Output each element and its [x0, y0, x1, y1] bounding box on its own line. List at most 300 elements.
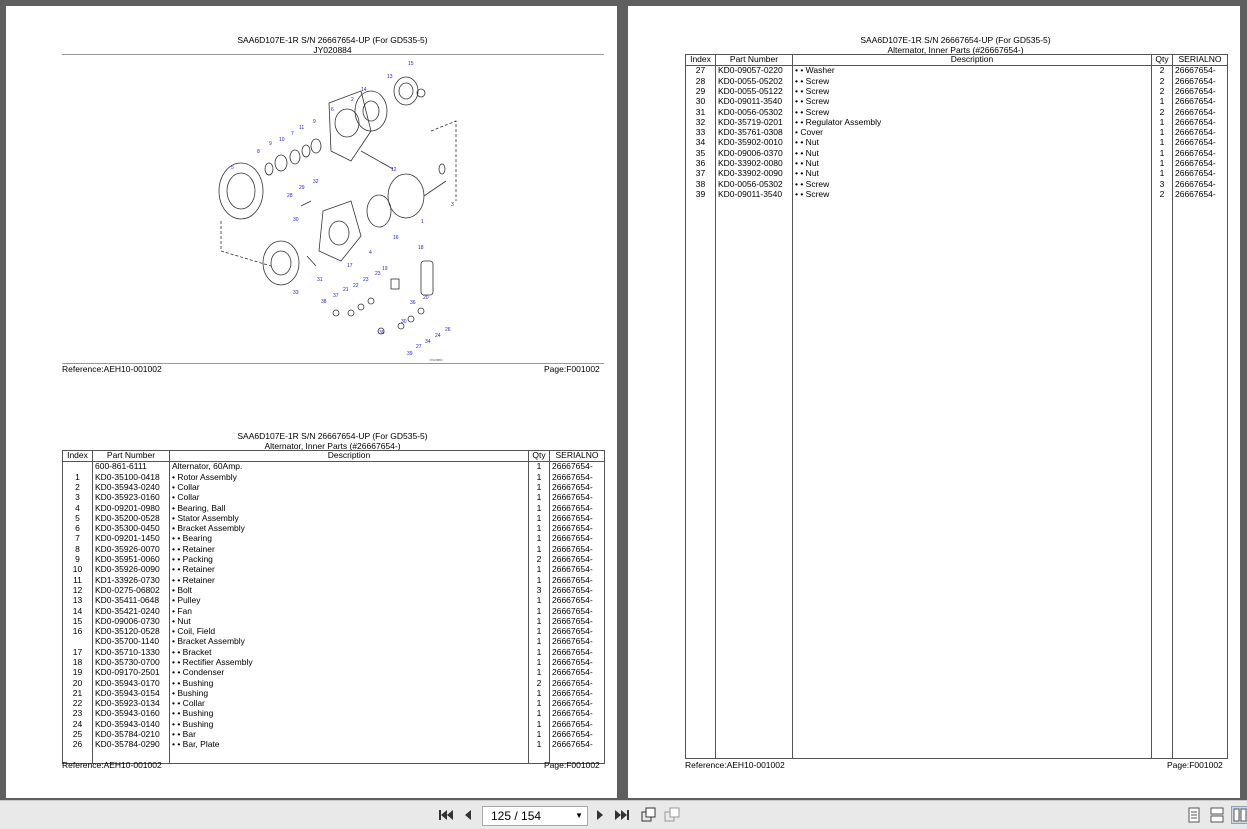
cell-part-number: KD0-35902-0010	[716, 138, 793, 148]
table-row	[686, 117, 1228, 127]
cell-part-number: 600-861-6111	[93, 462, 170, 473]
cell-index: 6	[63, 524, 93, 534]
cell-description: • • Screw	[793, 97, 1152, 107]
empty-cell	[793, 200, 1152, 759]
cell-description: • Pulley	[170, 596, 529, 606]
cell-description: • • Nut	[793, 169, 1152, 179]
cell-description: • Bearing, Ball	[170, 503, 529, 513]
cell-description: • Stator Assembly	[170, 513, 529, 523]
cell-qty: 1	[1152, 128, 1173, 138]
cell-part-number: KD0-35719-0201	[716, 117, 793, 127]
table-filler-row	[686, 200, 1228, 759]
parts-list-title	[62, 431, 603, 451]
cell-qty: 1	[1152, 169, 1173, 179]
cell-serialno: 26667654-	[550, 658, 605, 668]
cell-qty: 1	[529, 709, 550, 719]
callout: 28	[287, 193, 293, 199]
cell-part-number: KD0-35784-0290	[93, 740, 170, 750]
cell-part-number: KD0-35300-0450	[93, 524, 170, 534]
table-row	[63, 575, 605, 585]
cell-index: 35	[686, 148, 716, 158]
table-row	[63, 647, 605, 657]
cell-serialno: 26667654-	[1173, 107, 1228, 117]
cell-qty: 1	[529, 596, 550, 606]
cell-serialno: 26667654-	[550, 534, 605, 544]
cell-serialno: 26667654-	[550, 730, 605, 740]
callout: 8	[257, 149, 260, 155]
cell-description: • • Bushing	[170, 719, 529, 729]
cell-qty: 1	[1152, 138, 1173, 148]
table-row	[63, 534, 605, 544]
cell-qty: 1	[529, 493, 550, 503]
cell-part-number: KD0-35120-0528	[93, 627, 170, 637]
cell-part-number: KD0-35784-0210	[93, 730, 170, 740]
cell-index: 39	[686, 190, 716, 200]
cell-part-number: KD0-09170-2501	[93, 668, 170, 678]
page-label: Page:F001002	[544, 760, 600, 770]
cell-serialno: 26667654-	[550, 627, 605, 637]
cell-part-number: KD0-0275-06802	[93, 586, 170, 596]
cell-index: 14	[63, 606, 93, 616]
cell-description: • Collar	[170, 493, 529, 503]
callout: 7	[291, 131, 294, 137]
cell-qty: 1	[529, 637, 550, 647]
callout: 39	[407, 351, 413, 357]
table-row	[686, 128, 1228, 138]
callout: 10	[279, 137, 285, 143]
cell-part-number: KD0-35951-0060	[93, 555, 170, 565]
column-header-part-number: Part Number	[716, 55, 793, 66]
column-header-index: Index	[63, 451, 93, 462]
cell-description: • • Screw	[793, 190, 1152, 200]
cell-qty: 2	[1152, 87, 1173, 97]
cell-serialno: 26667654-	[550, 513, 605, 523]
cell-qty: 1	[529, 575, 550, 585]
cell-description: • • Screw	[793, 76, 1152, 86]
table-row	[63, 493, 605, 503]
cell-part-number: KD0-0056-05302	[716, 179, 793, 189]
chevron-down-icon: ▼	[575, 811, 583, 820]
cell-serialno: 26667654-	[550, 606, 605, 616]
table-row	[686, 179, 1228, 189]
callout: 30	[401, 319, 407, 325]
cell-description: • Coil, Field	[170, 627, 529, 637]
cell-serialno: 26667654-	[550, 503, 605, 513]
alternator-exploded-diagram	[211, 51, 461, 363]
compare-icon[interactable]	[664, 807, 680, 823]
cell-index: 12	[63, 586, 93, 596]
cell-index: 31	[686, 107, 716, 117]
cell-description: • • Bracket	[170, 647, 529, 657]
cell-qty: 1	[529, 730, 550, 740]
cell-serialno: 26667654-	[1173, 159, 1228, 169]
cell-part-number: KD0-35926-0090	[93, 565, 170, 575]
parts-list-subtitle-text: Alternator, Inner Parts (#26667654-)	[264, 441, 401, 451]
cell-description: • • Bushing	[170, 709, 529, 719]
callout: 24	[435, 333, 441, 339]
cell-description: • Collar	[170, 483, 529, 493]
prev-page-icon[interactable]	[460, 807, 476, 823]
cell-part-number: KD0-09006-0370	[716, 148, 793, 158]
callout: 2	[351, 97, 354, 103]
cell-description: • • Packing	[170, 555, 529, 565]
cell-serialno: 26667654-	[550, 544, 605, 554]
callout: 26	[445, 327, 451, 333]
callout: 6	[331, 107, 334, 113]
cell-index: 10	[63, 565, 93, 575]
cell-part-number: KD0-35923-0134	[93, 699, 170, 709]
cell-index: 11	[63, 575, 93, 585]
cell-index: 8	[63, 544, 93, 554]
cell-description: • • Bar, Plate	[170, 740, 529, 750]
cell-description: • Bolt	[170, 586, 529, 596]
table-row	[63, 668, 605, 678]
cell-description: • • Collar	[170, 699, 529, 709]
page-indicator: 125 / 154	[491, 809, 542, 823]
cell-qty: 1	[529, 616, 550, 626]
table-row	[63, 678, 605, 688]
cell-serialno: 26667654-	[550, 483, 605, 493]
cell-serialno: 26667654-	[550, 616, 605, 626]
cell-qty: 1	[529, 534, 550, 544]
cell-part-number: KD0-35943-0154	[93, 689, 170, 699]
cell-description: • Rotor Assembly	[170, 472, 529, 482]
cell-serialno: 26667654-	[1173, 117, 1228, 127]
cell-description: • Nut	[170, 616, 529, 626]
column-header-qty: Qty	[1152, 55, 1173, 66]
cell-description: • • Regulator Assembly	[793, 117, 1152, 127]
empty-cell	[170, 750, 529, 763]
cell-qty: 1	[529, 699, 550, 709]
cell-serialno: 26667654-	[550, 740, 605, 750]
cell-description: • • Screw	[793, 179, 1152, 189]
cell-description: • • Nut	[793, 159, 1152, 169]
callout: 19	[382, 266, 388, 272]
cell-description: • • Bushing	[170, 678, 529, 688]
cell-index: 23	[63, 709, 93, 719]
column-header-part-number: Part Number	[93, 451, 170, 462]
cell-description: • • Screw	[793, 107, 1152, 117]
cell-index: 25	[63, 730, 93, 740]
cell-description: • • Nut	[793, 148, 1152, 158]
table-row	[686, 107, 1228, 117]
cell-description: • • Rectifier Assembly	[170, 658, 529, 668]
table-row	[63, 544, 605, 554]
column-header-description: Description	[793, 55, 1152, 66]
cell-part-number: KD0-35200-0528	[93, 513, 170, 523]
left-page	[6, 6, 617, 798]
cell-index: 2	[63, 483, 93, 493]
cell-serialno: 26667654-	[1173, 128, 1228, 138]
cell-serialno: 26667654-	[550, 719, 605, 729]
cell-qty: 2	[1152, 190, 1173, 200]
callout: 39	[379, 330, 385, 336]
table-row	[63, 730, 605, 740]
cell-index: 36	[686, 159, 716, 169]
callout: 14	[361, 87, 367, 93]
table-row	[686, 76, 1228, 86]
cell-part-number: KD0-35943-0240	[93, 483, 170, 493]
cell-serialno: 26667654-	[550, 524, 605, 534]
cell-part-number: KD0-33902-0080	[716, 159, 793, 169]
table-row	[63, 627, 605, 637]
page-label: Page:F001002	[1167, 760, 1223, 770]
table-row	[63, 637, 605, 647]
cell-serialno: 26667654-	[1173, 76, 1228, 86]
callout: 22	[353, 283, 359, 289]
cell-description: • Bracket Assembly	[170, 637, 529, 647]
cell-part-number: KD0-35411-0648	[93, 596, 170, 606]
cell-serialno: 26667654-	[550, 709, 605, 719]
callout: 15	[408, 61, 414, 67]
cell-qty: 3	[529, 586, 550, 596]
callout: 1	[421, 219, 424, 225]
reference-label: Reference:AEH10-001002	[62, 364, 162, 374]
cell-serialno: 26667654-	[1173, 97, 1228, 107]
callout: 4	[369, 250, 372, 256]
cell-serialno: 26667654-	[550, 555, 605, 565]
diagram-title-text: SAA6D107E-1R S/N 26667654-UP (For GD535-5)	[237, 35, 428, 45]
cell-qty: 1	[529, 627, 550, 637]
table-row	[63, 596, 605, 606]
cell-index: 19	[63, 668, 93, 678]
cell-index	[63, 637, 93, 647]
callout: 16	[393, 235, 399, 241]
cell-part-number: KD0-33902-0090	[716, 169, 793, 179]
cell-qty: 1	[529, 606, 550, 616]
cell-description: • Bracket Assembly	[170, 524, 529, 534]
cell-index: 18	[63, 658, 93, 668]
reference-label: Reference:AEH10-001002	[685, 760, 785, 770]
cell-part-number: KD1-33926-0730	[93, 575, 170, 585]
cell-part-number: KD0-35730-0700	[93, 658, 170, 668]
cell-index: 30	[686, 97, 716, 107]
cell-qty: 1	[529, 658, 550, 668]
parts-list-title-text: SAA6D107E-1R S/N 26667654-UP (For GD535-5)	[237, 431, 428, 441]
parts-table	[685, 54, 1228, 759]
cell-index: 24	[63, 719, 93, 729]
diagram-code: JY020884	[429, 358, 443, 362]
callout: 17	[347, 263, 353, 269]
callout: 29	[299, 185, 305, 191]
table-row	[63, 565, 605, 575]
cell-qty: 2	[1152, 76, 1173, 86]
table-row	[63, 709, 605, 719]
column-header-serialno: SERIALNO	[1173, 55, 1228, 66]
cell-description: • • Retainer	[170, 544, 529, 554]
table-row	[686, 66, 1228, 77]
cell-qty: 1	[529, 647, 550, 657]
parts-list-subtitle-text: Alternator, Inner Parts (#26667654-)	[887, 45, 1024, 55]
reference-label: Reference:AEH10-001002	[62, 760, 162, 770]
cell-serialno: 26667654-	[550, 575, 605, 585]
cell-qty: 1	[1152, 117, 1173, 127]
table-row	[686, 87, 1228, 97]
empty-cell	[1173, 200, 1228, 759]
cell-qty: 1	[529, 524, 550, 534]
table-header-row	[63, 451, 605, 462]
cell-index: 20	[63, 678, 93, 688]
parts-list-title	[685, 35, 1226, 55]
cell-part-number: KD0-0056-05302	[716, 107, 793, 117]
cell-description: • • Retainer	[170, 575, 529, 585]
table-row	[686, 159, 1228, 169]
cell-part-number: KD0-35421-0240	[93, 606, 170, 616]
parts-list-title-text: SAA6D107E-1R S/N 26667654-UP (For GD535-5)	[860, 35, 1051, 45]
cell-serialno: 26667654-	[1173, 190, 1228, 200]
navigation-toolbar	[0, 800, 1247, 829]
cell-qty: 1	[529, 503, 550, 513]
callout: 32	[313, 179, 319, 185]
diagram-subtitle-text: JY020884	[313, 45, 352, 55]
cell-index: 34	[686, 138, 716, 148]
cell-description: • Cover	[793, 128, 1152, 138]
parts-table	[62, 450, 605, 764]
cell-part-number: KD0-35943-0170	[93, 678, 170, 688]
table-row	[686, 148, 1228, 158]
cell-qty: 3	[1152, 179, 1173, 189]
cell-qty: 1	[1152, 148, 1173, 158]
table-row	[63, 472, 605, 482]
cell-index: 37	[686, 169, 716, 179]
callout: 23	[375, 271, 381, 277]
cell-description: • • Condenser	[170, 668, 529, 678]
page-number-select[interactable]	[482, 806, 588, 826]
cell-description: Alternator, 60Amp.	[170, 462, 529, 473]
callout: 11	[299, 125, 305, 131]
last-page-icon[interactable]	[614, 807, 630, 823]
table-header-row	[686, 55, 1228, 66]
cell-index: 29	[686, 87, 716, 97]
cell-index: 15	[63, 616, 93, 626]
cell-qty: 1	[529, 472, 550, 482]
callout: 21	[343, 287, 349, 293]
cell-part-number: KD0-09201-0980	[93, 503, 170, 513]
callout: 9	[269, 141, 272, 147]
column-header-serialno: SERIALNO	[550, 451, 605, 462]
callout: 20	[423, 295, 429, 301]
callout: 3	[451, 202, 454, 208]
cell-part-number: KD0-35943-0140	[93, 719, 170, 729]
two-page-view-icon[interactable]	[1231, 806, 1247, 824]
cell-qty: 2	[1152, 66, 1173, 77]
cell-serialno: 26667654-	[550, 668, 605, 678]
empty-cell	[686, 200, 716, 759]
cell-part-number: KD0-09011-3540	[716, 97, 793, 107]
cell-part-number: KD0-09201-1450	[93, 534, 170, 544]
next-page-icon[interactable]	[592, 807, 608, 823]
table-row	[63, 586, 605, 596]
callout: 18	[418, 245, 424, 251]
callout: 13	[387, 74, 393, 80]
cell-part-number: KD0-0055-05122	[716, 87, 793, 97]
cell-index: 13	[63, 596, 93, 606]
column-header-qty: Qty	[529, 451, 550, 462]
continuous-view-icon[interactable]	[1209, 807, 1225, 823]
cell-qty: 1	[1152, 159, 1173, 169]
callout: 5	[231, 165, 234, 171]
cell-index: 33	[686, 128, 716, 138]
cell-serialno: 26667654-	[550, 586, 605, 596]
cell-qty: 1	[1152, 97, 1173, 107]
cell-index: 16	[63, 627, 93, 637]
cell-qty: 2	[529, 555, 550, 565]
cell-serialno: 26667654-	[550, 678, 605, 688]
cell-index: 17	[63, 647, 93, 657]
cell-qty: 2	[1152, 107, 1173, 117]
cell-part-number: KD0-09011-3540	[716, 190, 793, 200]
cell-qty: 1	[529, 689, 550, 699]
cell-serialno: 26667654-	[1173, 66, 1228, 77]
cell-serialno: 26667654-	[1173, 148, 1228, 158]
cell-serialno: 26667654-	[550, 699, 605, 709]
cell-part-number: KD0-35700-1140	[93, 637, 170, 647]
cell-description: • Bushing	[170, 689, 529, 699]
table-row	[63, 513, 605, 523]
callout: 12	[391, 167, 397, 173]
table-row	[63, 555, 605, 565]
cell-description: • • Washer	[793, 66, 1152, 77]
cell-qty: 1	[529, 740, 550, 750]
table-row	[686, 169, 1228, 179]
cell-serialno: 26667654-	[550, 596, 605, 606]
cell-index: 32	[686, 117, 716, 127]
callout: 30	[293, 217, 299, 223]
cell-description: • Fan	[170, 606, 529, 616]
table-row	[686, 190, 1228, 200]
callout: 9	[313, 119, 316, 125]
table-row	[63, 658, 605, 668]
table-row	[63, 699, 605, 709]
cell-index: 1	[63, 472, 93, 482]
cell-qty: 1	[529, 668, 550, 678]
cell-qty: 1	[529, 565, 550, 575]
cell-description: • • Nut	[793, 138, 1152, 148]
cell-serialno: 26667654-	[1173, 87, 1228, 97]
cell-index: 28	[686, 76, 716, 86]
table-row	[63, 616, 605, 626]
cell-description: • • Retainer	[170, 565, 529, 575]
callout: 38	[321, 299, 327, 305]
callout: 36	[410, 300, 416, 306]
rotate-icon[interactable]	[640, 807, 656, 823]
cell-serialno: 26667654-	[1173, 138, 1228, 148]
cell-part-number: KD0-35761-0308	[716, 128, 793, 138]
cell-index: 26	[63, 740, 93, 750]
cell-description: • • Bar	[170, 730, 529, 740]
empty-cell	[716, 200, 793, 759]
empty-cell	[1152, 200, 1173, 759]
right-page	[628, 6, 1240, 798]
cell-index: 5	[63, 513, 93, 523]
cell-index	[63, 462, 93, 473]
table-row	[63, 719, 605, 729]
table-row	[63, 606, 605, 616]
cell-serialno: 26667654-	[550, 472, 605, 482]
cell-qty: 1	[529, 544, 550, 554]
first-page-icon[interactable]	[438, 807, 454, 823]
cell-part-number: KD0-09006-0730	[93, 616, 170, 626]
cell-index: 38	[686, 179, 716, 189]
cell-index: 22	[63, 699, 93, 709]
cell-qty: 1	[529, 483, 550, 493]
cell-index: 27	[686, 66, 716, 77]
callout: 31	[317, 277, 323, 283]
single-page-view-icon[interactable]	[1186, 807, 1202, 823]
cell-serialno: 26667654-	[1173, 179, 1228, 189]
cell-index: 21	[63, 689, 93, 699]
cell-part-number: KD0-35926-0070	[93, 544, 170, 554]
